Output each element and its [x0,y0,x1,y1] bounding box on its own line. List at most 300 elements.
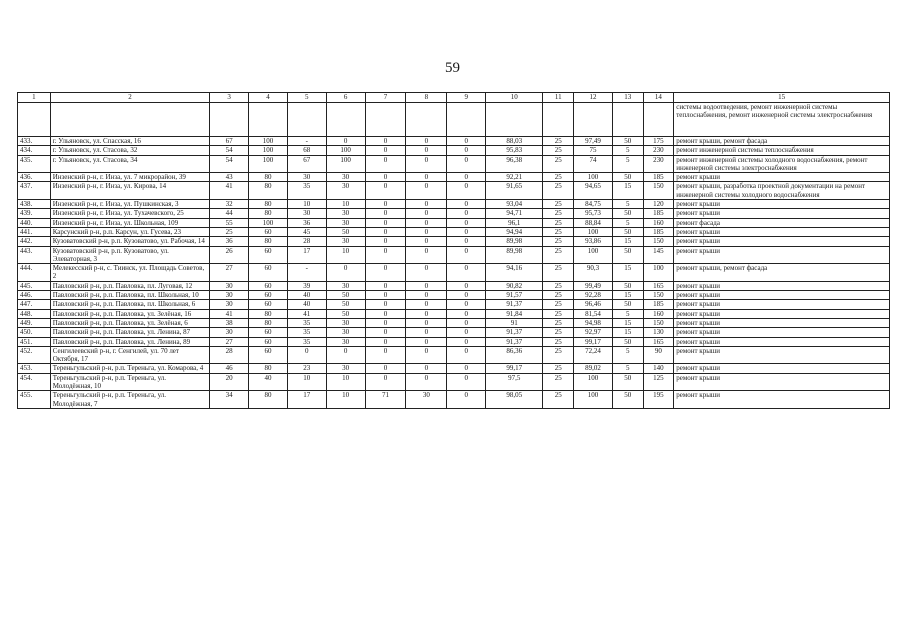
work-type-cell: ремонт крыши, разработка проектной документации на ремонт инженерной системы холодного водоснабжения [674,182,890,200]
address-cell: Павловский р-н, р.п. Павловка, ул. Ленина, 89 [50,337,209,346]
value-cell: 185 [643,300,674,309]
value-cell: 25 [543,237,574,246]
value-cell: 99,49 [574,281,613,290]
value-cell: 10 [326,373,365,391]
value-cell: 41 [210,309,249,318]
table-row [18,373,890,391]
value-cell: 90 [643,346,674,364]
value-cell: 25 [543,173,574,182]
value-cell: 60 [249,227,288,236]
value-cell: 0 [365,173,406,182]
value-cell: 43 [210,173,249,182]
value-cell: 50 [326,227,365,236]
work-type-cell: ремонт крыши [674,209,890,218]
value-cell: 145 [643,246,674,264]
value-cell: 25 [543,182,574,200]
value-cell: 0 [365,328,406,337]
table-row [18,309,890,318]
value-cell: 91,65 [486,182,543,200]
work-type-cell: ремонт крыши [674,337,890,346]
value-cell: 97,5 [486,373,543,391]
value-cell: 0 [447,237,486,246]
value-cell: 54 [210,146,249,155]
value-cell: 94,16 [486,264,543,282]
address-cell: Кузоватовский р-н, р.п. Кузоватово, ул. Элеваторная, 3 [50,246,209,264]
value-cell: 71 [365,391,406,409]
value-cell: 91,84 [486,309,543,318]
table-row [18,137,890,146]
table-row [18,264,890,282]
empty-cell [643,103,674,137]
value-cell: 50 [326,309,365,318]
row-number-cell: 445. [18,281,51,290]
value-cell: 54 [210,155,249,173]
value-cell: 55 [210,218,249,227]
value-cell: 0 [365,182,406,200]
value-cell: 92,28 [574,291,613,300]
value-cell: 0 [406,155,447,173]
address-cell: Кузоватовский р-н, р.п. Кузоватово, ул. Рабочая, 14 [50,237,209,246]
address-cell: Карсунский р-н, р.п. Карсун, ул. Гусева, 23 [50,227,209,236]
value-cell: 80 [249,200,288,209]
value-cell: 60 [249,300,288,309]
value-cell: 96,46 [574,300,613,309]
table-row [18,300,890,309]
value-cell: 40 [287,291,326,300]
column-header: 2 [50,93,209,103]
value-cell: 81,54 [574,309,613,318]
value-cell: 80 [249,173,288,182]
value-cell: 60 [249,328,288,337]
empty-cell [406,103,447,137]
row-number-cell: 439. [18,209,51,218]
table-row [18,200,890,209]
value-cell: 80 [249,309,288,318]
value-cell: 46 [210,364,249,373]
column-header: 4 [249,93,288,103]
value-cell: 15 [612,237,643,246]
value-cell: 91,37 [486,300,543,309]
value-cell: 160 [643,309,674,318]
value-cell: 0 [406,328,447,337]
row-number-cell: 452. [18,346,51,364]
value-cell: 72,24 [574,346,613,364]
value-cell: 150 [643,237,674,246]
value-cell: 0 [406,200,447,209]
empty-cell [612,103,643,137]
row-number-cell: 444. [18,264,51,282]
value-cell: 0 [365,155,406,173]
value-cell: 94,65 [574,182,613,200]
column-header: 10 [486,93,543,103]
address-cell: Павловский р-н, р.п. Павловка, пл. Школьная, 10 [50,291,209,300]
value-cell: 0 [406,227,447,236]
value-cell: 0 [447,137,486,146]
value-cell: 0 [447,173,486,182]
value-cell: 0 [365,346,406,364]
address-cell: г. Ульяновск, ул. Спасская, 16 [50,137,209,146]
empty-cell [18,103,51,137]
register-table [17,92,890,409]
value-cell: 125 [643,373,674,391]
work-type-cell: ремонт фасада [674,218,890,227]
value-cell: 60 [249,291,288,300]
value-cell: 0 [406,337,447,346]
value-cell: 0 [365,309,406,318]
value-cell: 74 [574,155,613,173]
value-cell: 93,04 [486,200,543,209]
address-cell: Инзенский р-н, г. Инза, ул. 7 микрорайон, 39 [50,173,209,182]
value-cell: 86,36 [486,346,543,364]
value-cell: 25 [543,318,574,327]
row-number-cell: 443. [18,246,51,264]
value-cell: 25 [543,246,574,264]
value-cell: 45 [287,227,326,236]
value-cell: 100 [249,155,288,173]
table-row [18,227,890,236]
value-cell: 140 [643,364,674,373]
column-header: 14 [643,93,674,103]
value-cell: 100 [643,264,674,282]
value-cell: 195 [643,391,674,409]
value-cell: 92,21 [486,173,543,182]
value-cell: 30 [326,237,365,246]
value-cell: 230 [643,146,674,155]
table-row [18,182,890,200]
column-header: 12 [574,93,613,103]
value-cell: 0 [447,300,486,309]
value-cell: 0 [406,291,447,300]
empty-cell [326,103,365,137]
value-cell: 95,83 [486,146,543,155]
value-cell: 0 [447,291,486,300]
value-cell: 0 [447,373,486,391]
value-cell: 35 [287,328,326,337]
value-cell: 0 [447,309,486,318]
value-cell: 25 [543,155,574,173]
value-cell: 0 [447,328,486,337]
value-cell: 30 [326,281,365,290]
row-number-cell: 434. [18,146,51,155]
value-cell: 30 [326,318,365,327]
value-cell: 0 [406,373,447,391]
work-type-cell: ремонт крыши [674,364,890,373]
value-cell: 30 [326,218,365,227]
column-header: 15 [674,93,890,103]
value-cell: 100 [574,246,613,264]
value-cell: 17 [287,246,326,264]
table-row [18,328,890,337]
value-cell: 0 [447,391,486,409]
value-cell: 0 [447,200,486,209]
address-cell: Павловский р-н, р.п. Павловка, ул. Ленина, 87 [50,328,209,337]
value-cell: 20 [210,373,249,391]
row-number-cell: 437. [18,182,51,200]
address-cell: Тереньгульский р-н, р.п. Тереньга, ул. Молодёжная, 7 [50,391,209,409]
value-cell: 0 [365,218,406,227]
value-cell: 15 [612,264,643,282]
value-cell: 67 [287,155,326,173]
value-cell: 41 [287,309,326,318]
row-number-cell: 453. [18,364,51,373]
value-cell: 0 [406,281,447,290]
value-cell: 40 [249,373,288,391]
value-cell: 10 [326,200,365,209]
work-type-cell: ремонт крыши [674,373,890,391]
table-row [18,155,890,173]
value-cell: 5 [612,218,643,227]
value-cell: 39 [287,281,326,290]
value-cell: 80 [249,237,288,246]
value-cell: 32 [210,200,249,209]
value-cell: 0 [406,346,447,364]
value-cell: 80 [249,364,288,373]
value-cell: 0 [406,218,447,227]
value-cell: 0 [326,264,365,282]
value-cell: 0 [365,246,406,264]
work-type-cell: ремонт крыши, ремонт фасада [674,137,890,146]
value-cell: 60 [249,246,288,264]
value-cell: 100 [326,146,365,155]
value-cell: 30 [210,291,249,300]
value-cell: 100 [249,218,288,227]
value-cell: 0 [365,337,406,346]
value-cell: 0 [406,364,447,373]
row-number-cell: 454. [18,373,51,391]
value-cell: 91,37 [486,337,543,346]
value-cell: - [287,137,326,146]
value-cell: 100 [574,227,613,236]
empty-cell [50,103,209,137]
value-cell: 0 [447,182,486,200]
value-cell: 25 [543,137,574,146]
table-row [18,391,890,409]
value-cell: 84,75 [574,200,613,209]
value-cell: 30 [287,209,326,218]
value-cell: 91,37 [486,328,543,337]
column-header: 1 [18,93,51,103]
address-cell: Павловский р-н, р.п. Павловка, ул. Зелёная, 16 [50,309,209,318]
work-type-cell: ремонт крыши [674,200,890,209]
value-cell: 40 [287,300,326,309]
value-cell: 50 [612,373,643,391]
value-cell: 100 [574,373,613,391]
table-row [18,237,890,246]
value-cell: 0 [447,281,486,290]
table-row [18,281,890,290]
value-cell: 60 [249,264,288,282]
value-cell: 0 [447,227,486,236]
table-row [18,346,890,364]
value-cell: 10 [287,373,326,391]
table-row [18,364,890,373]
value-cell: 0 [326,137,365,146]
row-number-cell: 435. [18,155,51,173]
value-cell: 36 [210,237,249,246]
work-type-cell: ремонт инженерной системы холодного водоснабжения, ремонт инженерной системы электроснабжения [674,155,890,173]
value-cell: 0 [326,346,365,364]
value-cell: 100 [326,155,365,173]
value-cell: 50 [612,227,643,236]
value-cell: 0 [406,137,447,146]
value-cell: 0 [365,281,406,290]
value-cell: 50 [612,246,643,264]
value-cell: 5 [612,309,643,318]
value-cell: 50 [612,209,643,218]
value-cell: 99,17 [486,364,543,373]
value-cell: 0 [365,373,406,391]
value-cell: 68 [287,146,326,155]
address-cell: Тереньгульский р-н, р.п. Тереньга, ул. Комарова, 4 [50,364,209,373]
row-number-cell: 447. [18,300,51,309]
empty-cell [210,103,249,137]
value-cell: 94,71 [486,209,543,218]
value-cell: 60 [249,337,288,346]
value-cell: 50 [326,300,365,309]
value-cell: 50 [612,137,643,146]
value-cell: 165 [643,281,674,290]
row-number-cell: 438. [18,200,51,209]
continuation-row [18,103,890,137]
work-type-cell: системы водоотведения, ремонт инженерной системы теплоснабжения, ремонт инженерной системы электроснабжения [674,103,890,137]
value-cell: 0 [365,209,406,218]
row-number-cell: 451. [18,337,51,346]
value-cell: 0 [406,318,447,327]
value-cell: 25 [543,346,574,364]
table-body [18,93,890,409]
value-cell: 98,05 [486,391,543,409]
value-cell: 15 [612,182,643,200]
value-cell: 25 [543,364,574,373]
value-cell: 0 [447,246,486,264]
value-cell: 67 [210,137,249,146]
value-cell: 60 [249,281,288,290]
value-cell: 30 [326,328,365,337]
value-cell: 94,94 [486,227,543,236]
address-cell: Тереньгульский р-н, р.п. Тереньга, ул. Молодёжная, 10 [50,373,209,391]
value-cell: 44 [210,209,249,218]
value-cell: 80 [249,182,288,200]
address-cell: г. Ульяновск, ул. Стасова, 34 [50,155,209,173]
work-type-cell: ремонт крыши [674,300,890,309]
table-row [18,246,890,264]
value-cell: 35 [287,337,326,346]
value-cell: 185 [643,227,674,236]
value-cell: 0 [365,264,406,282]
value-cell: 25 [543,209,574,218]
row-number-cell: 441. [18,227,51,236]
value-cell: 100 [249,137,288,146]
value-cell: 30 [406,391,447,409]
work-type-cell: ремонт крыши [674,328,890,337]
value-cell: 90,82 [486,281,543,290]
value-cell: 25 [543,227,574,236]
value-cell: 230 [643,155,674,173]
table-row [18,146,890,155]
value-cell: 10 [287,200,326,209]
empty-cell [574,103,613,137]
value-cell: 34 [210,391,249,409]
value-cell: 50 [612,391,643,409]
value-cell: 25 [543,300,574,309]
table-row [18,173,890,182]
row-number-cell: 436. [18,173,51,182]
value-cell: 10 [326,391,365,409]
value-cell: 100 [574,173,613,182]
empty-cell [447,103,486,137]
column-header: 6 [326,93,365,103]
value-cell: 0 [365,237,406,246]
empty-cell [287,103,326,137]
empty-cell [365,103,406,137]
value-cell: 0 [447,264,486,282]
value-cell: 0 [447,318,486,327]
value-cell: 185 [643,209,674,218]
work-type-cell: ремонт крыши [674,227,890,236]
value-cell: 0 [365,200,406,209]
row-number-cell: 446. [18,291,51,300]
value-cell: 0 [365,291,406,300]
value-cell: 28 [287,237,326,246]
value-cell: 0 [365,137,406,146]
value-cell: 91 [486,318,543,327]
value-cell: 5 [612,155,643,173]
value-cell: 88,03 [486,137,543,146]
value-cell: 92,97 [574,328,613,337]
value-cell: 30 [210,300,249,309]
value-cell: 80 [249,391,288,409]
work-type-cell: ремонт инженерной системы теплоснабжения [674,146,890,155]
value-cell: 28 [210,346,249,364]
work-type-cell: ремонт крыши [674,309,890,318]
column-header: 3 [210,93,249,103]
work-type-cell: ремонт крыши [674,291,890,300]
page-number: 59 [445,60,460,76]
value-cell: 100 [249,146,288,155]
column-header: 7 [365,93,406,103]
address-cell: Сенгилеевский р-н, г. Сенгилей, ул. 70 лет Октября, 17 [50,346,209,364]
value-cell: 30 [326,182,365,200]
address-cell: Инзенский р-н, г. Инза, ул. Кирова, 14 [50,182,209,200]
work-type-cell: ремонт крыши [674,246,890,264]
work-type-cell: ремонт крыши [674,391,890,409]
value-cell: 96,38 [486,155,543,173]
work-type-cell: ремонт крыши, ремонт фасада [674,264,890,282]
value-cell: - [287,264,326,282]
value-cell: 35 [287,318,326,327]
value-cell: 30 [210,328,249,337]
address-cell: Павловский р-н, р.п. Павловка, пл. Луговая, 12 [50,281,209,290]
row-number-cell: 448. [18,309,51,318]
value-cell: 0 [447,346,486,364]
column-header: 9 [447,93,486,103]
work-type-cell: ремонт крыши [674,237,890,246]
value-cell: 25 [543,146,574,155]
value-cell: 80 [249,318,288,327]
row-number-cell: 442. [18,237,51,246]
value-cell: 36 [287,218,326,227]
value-cell: 25 [543,291,574,300]
value-cell: 26 [210,246,249,264]
work-type-cell: ремонт крыши [674,346,890,364]
value-cell: 89,02 [574,364,613,373]
value-cell: 0 [406,246,447,264]
work-type-cell: ремонт крыши [674,318,890,327]
value-cell: 100 [574,391,613,409]
value-cell: 5 [612,146,643,155]
value-cell: 25 [210,227,249,236]
value-cell: 27 [210,337,249,346]
